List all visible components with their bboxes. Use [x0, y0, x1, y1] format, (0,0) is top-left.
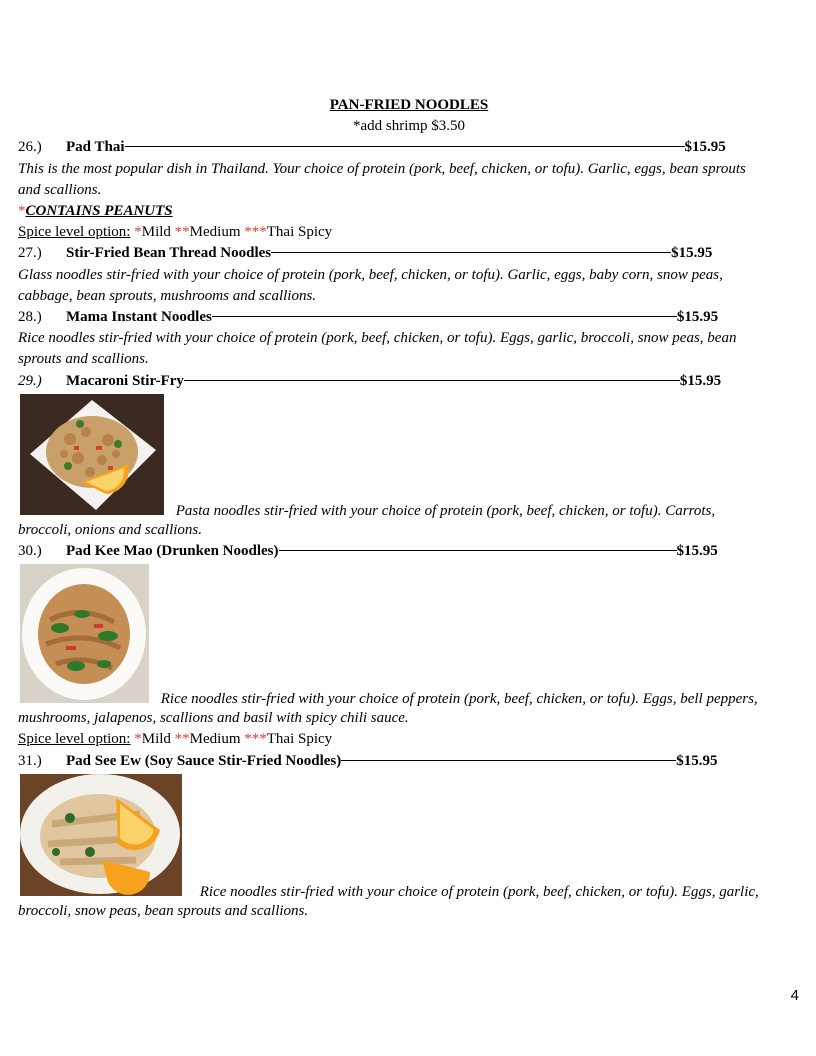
item-description-cont: sprouts and scallions.	[18, 351, 149, 368]
item-description-cont: mushrooms, jalapenos, scallions and basil with spicy chili sauce.	[18, 710, 409, 727]
menu-item-28	[18, 307, 800, 328]
mild-star: *	[134, 224, 142, 241]
item-price: $15.95	[679, 372, 722, 389]
spice-level-row	[18, 222, 800, 243]
item-name: Stir-Fried Bean Thread Noodles	[66, 245, 272, 262]
item-number: 27.)	[18, 245, 42, 262]
leader-line	[279, 550, 677, 551]
thai-label: Thai Spicy	[266, 731, 333, 748]
item-price: $15.95	[671, 245, 713, 262]
item-description: Rice noodles stir-fried with your choice of protein (pork, beef, chicken, or tofu). Eggs, garlic,	[199, 883, 759, 900]
item-description: Rice noodles stir-fried with your choice of protein (pork, beef, chicken, or tofu). Eggs, garlic, broccoli, snow peas, bean	[18, 330, 737, 347]
spice-label: Spice level option:	[18, 224, 131, 241]
medium-star: **	[174, 731, 190, 748]
item-name: Pad Thai	[66, 139, 125, 156]
item-name: Pad Kee Mao (Drunken Noodles)	[66, 543, 279, 560]
leader-line	[271, 252, 671, 253]
medium-label: Medium	[189, 731, 245, 748]
item-price: $15.95	[676, 309, 719, 326]
leader-line	[125, 146, 685, 147]
mild-star: *	[134, 731, 142, 748]
item-name: Pad See Ew (Soy Sauce Stir-Fried Noodles)	[66, 752, 342, 769]
medium-star: **	[174, 224, 190, 241]
section-title: PAN-FRIED NOODLES	[329, 97, 489, 113]
item-price: $15.95	[684, 139, 726, 156]
item-photo-row	[18, 564, 800, 708]
menu-item-26	[18, 137, 800, 158]
spice-label: Spice level option:	[18, 731, 131, 748]
mild-label: Mild	[141, 224, 175, 241]
item-description: Pasta noodles stir-fried with your choice of protein (pork, beef, chicken, or tofu). Carrots,	[175, 502, 716, 519]
mild-label: Mild	[141, 731, 175, 748]
menu-page	[18, 95, 800, 922]
item-number: 31.)	[18, 752, 42, 769]
menu-item-30	[18, 541, 800, 562]
item-description-cont: broccoli, snow peas, bean sprouts and scallions.	[18, 902, 309, 919]
macaroni-stir-fry-photo	[20, 394, 164, 520]
item-description: This is the most popular dish in Thailand. Your choice of protein (pork, beef, chicken, or tofu). Garlic, eggs, bean sprouts	[18, 160, 746, 177]
item-number: 30.)	[18, 543, 42, 560]
item-number: 29.)	[18, 372, 42, 389]
peanut-text: CONTAINS PEANUTS	[25, 203, 173, 220]
item-photo-row	[18, 394, 800, 520]
thai-star: ***	[244, 224, 267, 241]
item-description-cont: broccoli, onions and scallions.	[18, 521, 203, 538]
item-number: 28.)	[18, 309, 42, 326]
peanut-star: *	[18, 203, 26, 220]
item-number: 26.)	[18, 139, 42, 156]
item-description-cont: and scallions.	[18, 181, 102, 198]
item-description-cont: cabbage, bean sprouts, mushrooms and scallions.	[18, 287, 317, 304]
section-note: *add shrimp $3.50	[352, 118, 466, 135]
item-name: Mama Instant Noodles	[66, 309, 212, 326]
thai-star: ***	[244, 731, 267, 748]
menu-item-27	[18, 243, 800, 264]
drunken-noodles-photo	[20, 564, 149, 708]
item-price: $15.95	[676, 543, 718, 560]
item-description: Glass noodles stir-fried with your choice of protein (pork, beef, chicken, or tofu). Garlic, eggs, baby corn, snow peas,	[18, 266, 723, 283]
item-photo-row	[18, 774, 800, 901]
leader-line	[341, 760, 676, 761]
leader-line	[184, 380, 680, 381]
menu-item-31	[18, 751, 800, 772]
item-description: Rice noodles stir-fried with your choice of protein (pork, beef, chicken, or tofu). Eggs, bell peppers,	[160, 691, 758, 708]
spice-level-row	[18, 729, 800, 750]
page-number: 4	[790, 987, 799, 1004]
peanut-warning	[18, 201, 800, 222]
menu-item-29	[18, 371, 800, 392]
medium-label: Medium	[189, 224, 245, 241]
thai-label: Thai Spicy	[266, 224, 333, 241]
section-title-row	[18, 95, 800, 116]
pad-see-ew-photo	[20, 774, 182, 901]
leader-line	[212, 316, 677, 317]
item-name: Macaroni Stir-Fry	[66, 372, 184, 389]
item-price: $15.95	[676, 752, 718, 769]
